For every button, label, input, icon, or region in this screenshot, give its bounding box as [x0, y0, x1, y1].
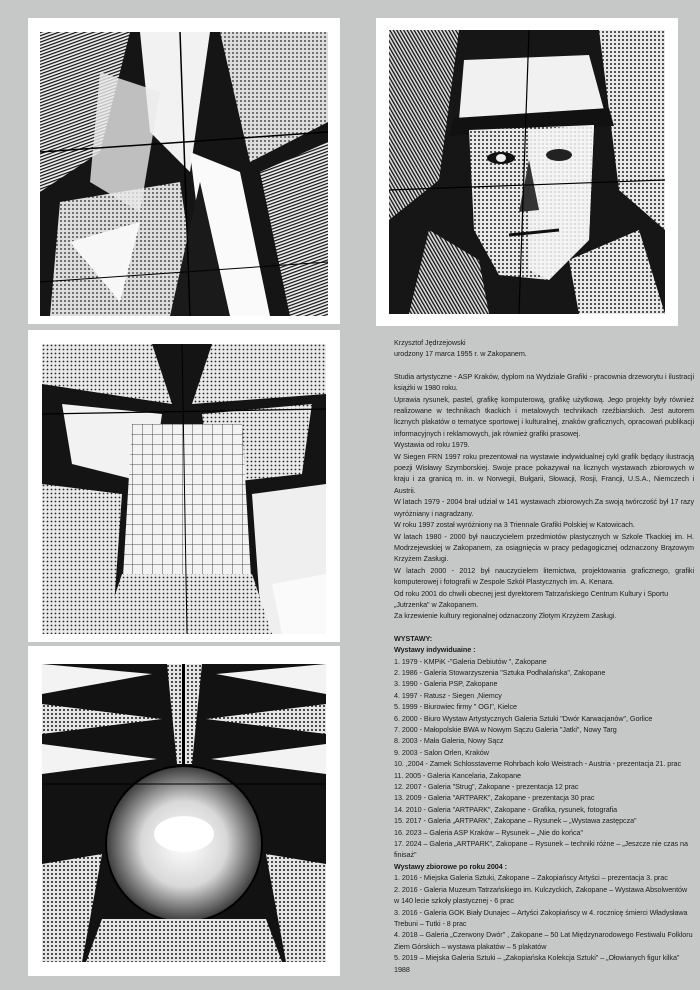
list-item: 5. 1999 - Biurowiec firmy " OGI", Kielce: [394, 702, 517, 712]
list-item: 1. 2016 - Miejska Galeria Sztuki, Zakopane – Zakopiańscy Artyści – prezentacja 3. prac: [394, 873, 668, 883]
list-item: 13. 2009 - Galeria "ARTPARK", Zakopane - prezentacja 30 prac: [394, 793, 595, 803]
bio-paragraph: W latach 2000 - 2012 był nauczycielem liternictwa, projektowania graficznego, grafiki komputerowej i fotografii w Zespole Szkół Plastycznych im. A. Kenara.: [394, 565, 694, 587]
artwork-card-1: [28, 18, 340, 324]
bio-paragraph: Od roku 2001 do chwili obecnej jest dyrektorem Tatrzańskiego Centrum Kultury i Sportu „Jutrzenka" w Zakopanem.: [394, 588, 669, 609]
artwork-card-3: [28, 330, 340, 642]
bio-paragraph: Za krzewienie kultury regionalnej odznaczony Złotym Krzyżem Zasługi.: [394, 611, 617, 621]
list-item: 9. 2003 - Salon Orlen, Kraków: [394, 747, 489, 757]
list-item: 10. ,2004 - Zamek Schlosstaverne Rohrbach koło Weistrach - Austria - prezentacja 21. prac: [394, 759, 682, 769]
group-exhibitions-heading: Wystawy zbiorowe po roku 2004 :: [394, 861, 507, 871]
list-item: 5. 2019 – Miejska Galeria Sztuki – „Zakopiańska Kolekcja Sztuki" – „Ołowianych figur kilka" 1988: [394, 953, 680, 974]
bio-paragraph: W roku 1997 został wyróżniony na 3 Triennale Grafiki Polskiej w Katowicach.: [394, 520, 635, 530]
exhibitions-heading: WYSTAWY:: [394, 633, 433, 643]
biography-text: [394, 337, 694, 975]
list-item: 17. 2024 – Galeria „ARTPARK", Zakopane – Rysunek – techniki różne – „Jeszcze nie czas na finisaż": [394, 839, 688, 860]
list-item: 4. 2018 – Galeria „Czerwony Dwór" , Zakopane – 50 Lat Międzynarodowego Festiwalu Folkloru Ziem Górskich – wystawa plakatów – 5 plakatów: [394, 930, 693, 951]
bio-paragraph: W latach 1980 - 2000 był nauczycielem przedmiotów plastycznych w Szkole Tkackiej im. H. Modrzejewskiej w Zakopanem, za osiągnięcia w pracy pedagogicznej odznaczony Brązowym Krzyżem Zasługi.: [394, 531, 694, 564]
list-item: 16. 2023 – Galeria ASP Kraków – Rysunek – „Nie do końca": [394, 827, 583, 837]
bio-paragraph: W latach 1979 - 2004 brał udział w 141 wystawach zbiorowych.Za swoją twórczość był 17 razy wyróżniany i nagradzany.: [394, 497, 694, 518]
artist-name: Krzysztof Jędrzejowski: [394, 338, 466, 347]
artwork-figure-image: [42, 344, 326, 634]
group-exhibitions-list: [394, 872, 694, 975]
artist-birth: urodzony 17 marca 1955 r. w Zakopanem.: [394, 349, 527, 359]
list-item: 4. 1997 - Ratusz - Siegen ,Niemcy: [394, 690, 502, 700]
list-item: 8. 2003 - Mała Galeria, Nowy Sącz: [394, 736, 504, 746]
list-item: 11. 2005 - Galeria Kancelaria, Zakopane: [394, 770, 521, 780]
individual-exhibitions-list: [394, 656, 694, 861]
bio-paragraph: Wystawia od roku 1979.: [394, 440, 470, 450]
list-item: 15. 2017 - Galeria „ARTPARK", Zakopane – Rysunek – „Wystawa zastępcza": [394, 816, 637, 826]
artwork-card-2: [376, 18, 678, 326]
bio-paragraph: Uprawia rysunek, pastel, grafikę komputerową, grafikę użytkową. Jego projekty były również realizowane w technikach tkackich i metalowych technikach rzeźbiarskich. Jest autorem licznych plakatów o tematyce sportowej i kulturalnej, znaków graficznych, opracowań publikacji informacyjnych i reklamowych, jak również grafiki prasowej.: [394, 394, 694, 438]
list-item: 6. 2000 - Biuro Wystaw Artystycznych Galeria Sztuki "Dwór Karwacjanów", Gorlice: [394, 713, 653, 723]
bio-paragraph: W Siegen FRN 1997 roku prezentował na wystawie indywidualnej cykl grafik będący ilustracją poezji Wisławy Szymborskiej. Swoje prace pokazywał na licznych wystawach zbiorowych w kraju i za granicą m. in. w Norwegii, Bułgarii, Słowacji, Rosji, Francji, U.S.A., Niemczech i Austrii.: [394, 451, 694, 495]
list-item: 12. 2007 - Galeria "Strug", Zakopane - prezentacja 12 prac: [394, 782, 579, 792]
list-item: 3. 1990 - Galeria PSP, Zakopane: [394, 679, 498, 689]
list-item: 2. 2016 - Galeria Muzeum Tatrzańskiego im. Kulczyckich, Zakopane – Wystawa Absolwentów w 140 lecie szkoły plastycznej - 6 prac: [394, 884, 688, 906]
individual-exhibitions-heading: Wystawy indywiduaine :: [394, 645, 476, 655]
list-item: 7. 2000 - Małopolskie BWA w Nowym Sączu Galeria "Jatki", Nowy Targ: [394, 725, 617, 734]
bio-paragraph: Studia artystyczne - ASP Kraków, dyplom na Wydziale Grafiki - pracownia drzeworytu i ilustracji książki w 1980 roku.: [394, 371, 694, 393]
list-item: 3. 2016 - Galeria GOK Biały Dunajec – Artyści Zakopiańscy w 4. rocznicę śmierci Władysława Trebuni – Tutki - 8 prac: [394, 907, 688, 928]
artwork-abstract-image: [40, 32, 328, 316]
artwork-card-4: [28, 646, 340, 976]
list-item: 14. 2010 - Galeria "ARTPARK", Zakopane - Grafika, rysunek, fotografia: [394, 804, 618, 814]
list-item: 2. 1986 - Galeria Stowarzyszenia "Sztuka Podhalańska", Zakopane: [394, 667, 606, 677]
artwork-portrait-image: [389, 30, 665, 314]
artwork-sun-image: [42, 664, 326, 962]
list-item: 1. 1979 - KMPiK -"Galeria Debiutów ", Zakopane: [394, 656, 547, 666]
